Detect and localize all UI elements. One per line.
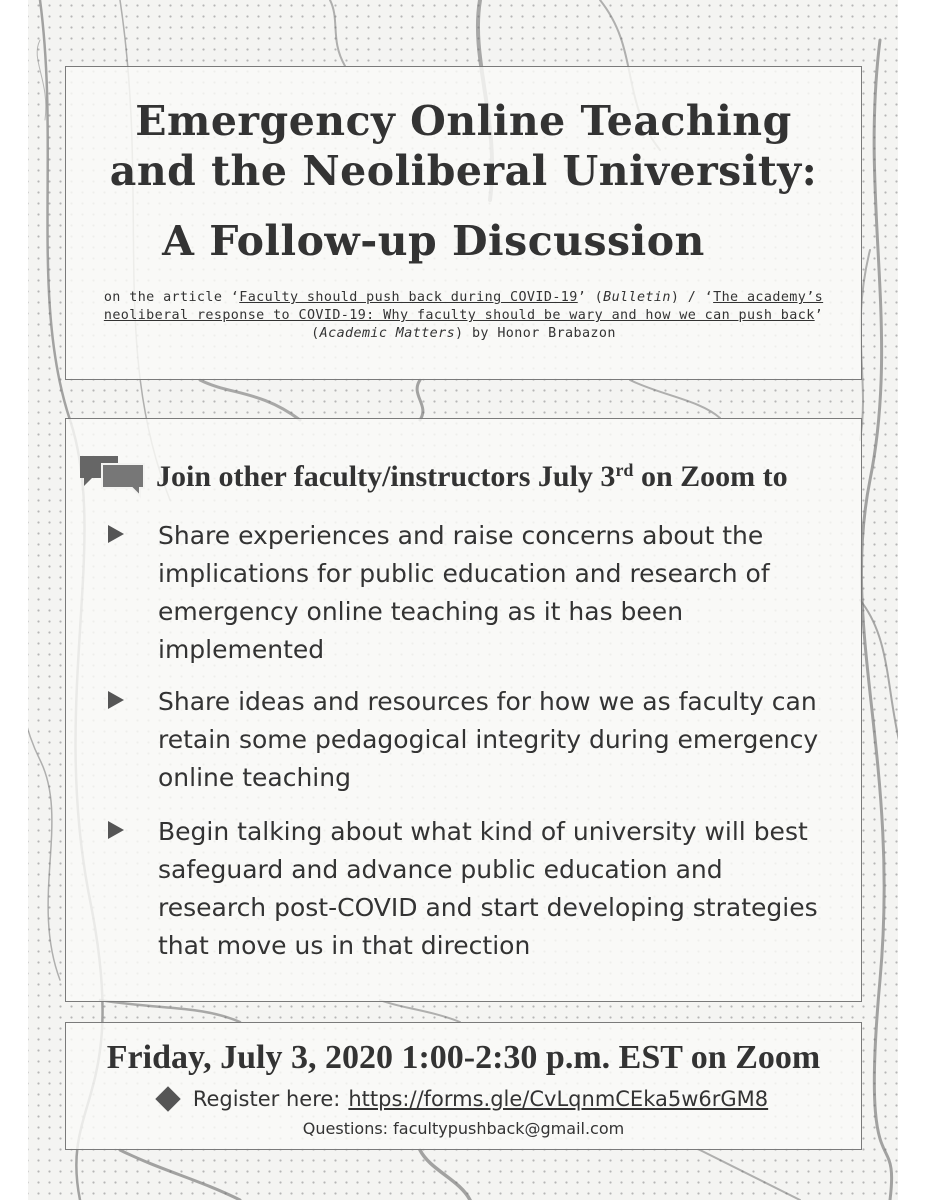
triangle-bullet-icon xyxy=(108,691,124,709)
right-margin xyxy=(898,0,927,1200)
article-link-academic-matters[interactable]: The academy’s neoliberal response to COVID-19: Why faculty should be wary and how we can push back xyxy=(103,290,824,323)
article-link-bulletin[interactable]: Faculty should push back during COVID-19 xyxy=(239,290,578,305)
speech-bubbles-icon xyxy=(78,454,148,500)
article-prefix: on the article ‘ xyxy=(103,290,240,305)
questions-contact: Questions: facultypushback@gmail.com xyxy=(302,1119,625,1138)
article-sep-1: ’ ( xyxy=(577,290,604,305)
join-prefix: Join other faculty/instructors July 3 xyxy=(156,460,616,493)
title-line-1: Emergency Online Teaching xyxy=(135,97,792,145)
article-sep-3: ’ ( xyxy=(311,308,824,341)
bullet-text: Share ideas and resources for how we as faculty can retain some pedagogical integrity during emergency online teaching xyxy=(158,687,819,792)
register-label: Register here: xyxy=(192,1087,341,1111)
event-datetime: Friday, July 3, 2020 1:00-2:30 p.m. EST on Zoom xyxy=(106,1039,821,1076)
content-box xyxy=(65,418,862,1002)
title-line-2: and the Neoliberal University: xyxy=(109,147,818,195)
triangle-bullet-icon xyxy=(108,821,124,839)
triangle-bullet-icon xyxy=(108,525,124,543)
article-suffix: ) by Honor Brabazon xyxy=(455,326,616,341)
subtitle: A Follow-up Discussion xyxy=(162,217,705,265)
diamond-icon xyxy=(155,1086,180,1111)
register-row xyxy=(66,1087,861,1111)
register-link[interactable]: https://forms.gle/CvLqnmCEka5w6rGM8 xyxy=(348,1087,769,1111)
title-box xyxy=(65,66,862,380)
article-sep-2: ) / ‘ xyxy=(670,290,714,305)
article-source-bulletin: Bulletin xyxy=(603,290,671,305)
left-margin xyxy=(0,0,28,1200)
bullet-text: Share experiences and raise concerns about the implications for public education and research of emergency online teaching as it has been implemented xyxy=(158,521,770,664)
join-heading xyxy=(78,455,788,499)
article-source-academic-matters: Academic Matters xyxy=(319,326,456,341)
footer-box xyxy=(65,1022,862,1150)
join-suffix: on Zoom to xyxy=(633,460,788,493)
article-reference xyxy=(84,289,843,343)
join-ordinal: rd xyxy=(615,460,634,480)
join-text xyxy=(156,460,788,494)
bullet-text: Begin talking about what kind of university will best safeguard and advance public education and research post-COVID and start developing strategies that move us in that direction xyxy=(158,817,818,960)
